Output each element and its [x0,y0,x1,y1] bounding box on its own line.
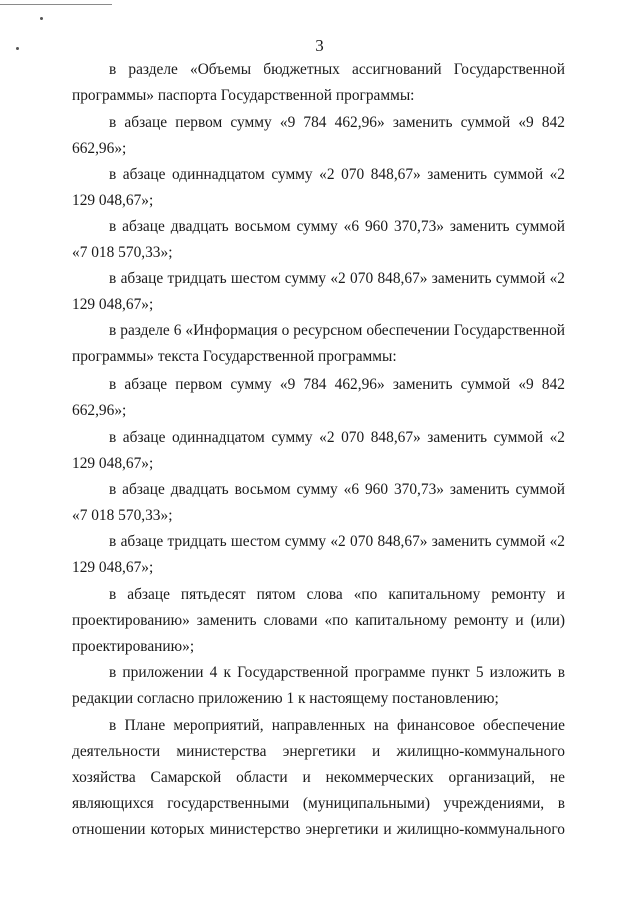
paragraph-amendment: в абзаце двадцать восьмом сумму «6 960 370,73» заменить суммой «7 018 570,33»; [72,218,565,261]
paragraph-section-resources: в разделе 6 «Информация о ресурсном обеспечении Государственной программы» текста Государственной программы: [72,322,565,365]
paragraph-section-budget: в разделе «Объемы бюджетных ассигнований Государственной программы» паспорта Государственной программы: [72,61,565,104]
paragraph-plan: в Плане мероприятий, направленных на финансовое обеспечение деятельности министерства энергетики и жилищно-коммунального хозяйства Самарской области и некоммерческих организаций, не являющихся государственными (муниципальными) учреждениями, в отношении которых министерство энергетики и жилищно-коммунального [72,717,565,838]
paragraph-amendment: в абзаце тридцать шестом сумму «2 070 848,67» заменить суммой «2 129 048,67»; [72,270,565,313]
paragraph-amendment: в абзаце первом сумму «9 784 462,96» заменить суммой «9 842 662,96»; [72,376,565,419]
paragraph-amendment: в абзаце пятьдесят пятом слова «по капитальному ремонту и проектированию» заменить словами «по капитальному ремонту и (или) проектированию»; [72,586,565,655]
paragraph-amendment: в абзаце тридцать шестом сумму «2 070 848,67» заменить суммой «2 129 048,67»; [72,533,565,576]
paragraph-amendment: в абзаце одиннадцатом сумму «2 070 848,67» заменить суммой «2 129 048,67»; [72,429,565,472]
paragraph-amendment: в абзаце первом сумму «9 784 462,96» заменить суммой «9 842 662,96»; [72,114,565,157]
page-number: 3 [315,36,324,55]
paragraph-appendix: в приложении 4 к Государственной программе пункт 5 изложить в редакции согласно приложению 1 к настоящему постановлению; [72,664,565,707]
paragraph-amendment: в абзаце одиннадцатом сумму «2 070 848,67» заменить суммой «2 129 048,67»; [72,166,565,209]
paragraph-amendment: в абзаце двадцать восьмом сумму «6 960 370,73» заменить суммой «7 018 570,33»; [72,481,565,524]
scan-artifact-line [0,4,112,5]
scan-artifact-dot [40,17,43,20]
